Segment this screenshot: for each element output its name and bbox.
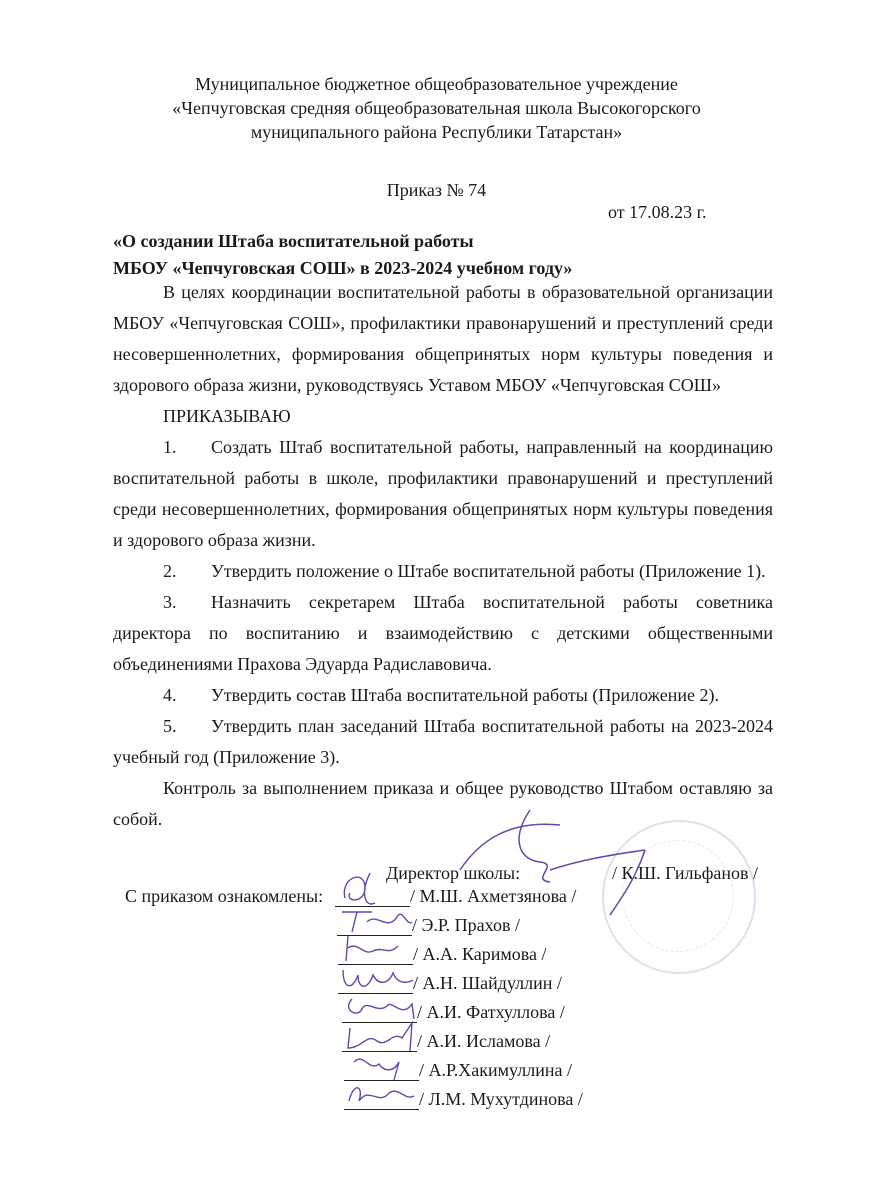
signature	[342, 994, 422, 1026]
order-number: Приказ № 74	[386, 180, 487, 200]
signer-name: / М.Ш. Ахметзянова /	[410, 886, 577, 906]
order-item	[113, 556, 773, 587]
signature	[338, 936, 418, 968]
signer-name: / А.Р.Хакимуллина /	[419, 1060, 572, 1080]
signer-name: / Э.Р. Прахов /	[412, 915, 520, 935]
director-name: / К.Ш. Гильфанов /	[612, 863, 758, 883]
preamble: В целях координации воспитательной работы в образовательной организации МБОУ «Чепчуговская СОШ», профилактики правонарушений и преступлений среди несовершеннолетних, формирования общепринятых норм культуры поведения и здорового образа жизни, руководствуясь Уставом МБОУ «Чепчуговская СОШ»	[113, 282, 773, 395]
signature	[338, 965, 418, 997]
signer-name: / Л.М. Мухутдинова /	[419, 1089, 583, 1109]
order-word: ПРИКАЗЫВАЮ	[163, 406, 291, 426]
acknowledged-label: С приказом ознакомлены:	[125, 886, 324, 906]
item-text: Утвердить план заседаний Штаба воспитательной работы на 2023-2024 учебный год (Приложение 3).	[113, 716, 773, 767]
item-text: Создать Штаб воспитательной работы, направленный на координацию воспитательной работы в школе, профилактики правонарушений и преступлений среди несовершеннолетних, формирования общепринятых норм культуры поведения и здорового образа жизни.	[113, 437, 773, 550]
signer-name: / А.И. Фатхуллова /	[417, 1002, 565, 1022]
order-item	[113, 711, 773, 773]
item-number: 1.	[163, 437, 177, 457]
order-date: от 17.08.23 г.	[608, 202, 707, 222]
signature	[344, 1081, 424, 1113]
item-text: Утвердить состав Штаба воспитательной работы (Приложение 2).	[211, 685, 719, 705]
order-body	[113, 277, 773, 835]
item-text: Утвердить положение о Штабе воспитательной работы (Приложение 1).	[211, 561, 766, 581]
item-number: 3.	[163, 592, 177, 612]
header-line: Муниципальное бюджетное общеобразовательное учреждение	[195, 74, 678, 94]
item-number: 5.	[163, 716, 177, 736]
order-item	[113, 432, 773, 556]
order-item	[113, 680, 773, 711]
signature	[335, 878, 415, 910]
order-title	[113, 228, 572, 282]
control-clause: Контроль за выполнением приказа и общее руководство Штабом оставляю за собой.	[113, 778, 773, 829]
signer-name: / А.А. Каримова /	[413, 944, 547, 964]
header-line: «Чепчуговская средняя общеобразовательная школа Высокогорского	[172, 98, 701, 118]
item-text: Назначить секретарем Штаба воспитательной работы советника директора по воспитанию и взаимодействию с детскими общественными объединениями Прахова Эдуарда Радиславовича.	[113, 592, 773, 674]
signature	[344, 1052, 424, 1084]
director-label: Директор школы:	[386, 863, 521, 883]
signer-name: / А.Н. Шайдуллин /	[413, 973, 562, 993]
signature	[337, 907, 417, 939]
title-line: МБОУ «Чепчуговская СОШ» в 2023-2024 учебном году»	[113, 258, 573, 278]
title-line: «О создании Штаба воспитательной работы	[113, 231, 474, 251]
institution-header	[0, 72, 873, 144]
header-line: муниципального района Республики Татарстан»	[250, 122, 623, 142]
signer-name: / А.И. Исламова /	[417, 1031, 551, 1051]
order-item	[113, 587, 773, 680]
item-number: 4.	[163, 685, 177, 705]
signature	[342, 1023, 422, 1055]
item-number: 2.	[163, 561, 177, 581]
